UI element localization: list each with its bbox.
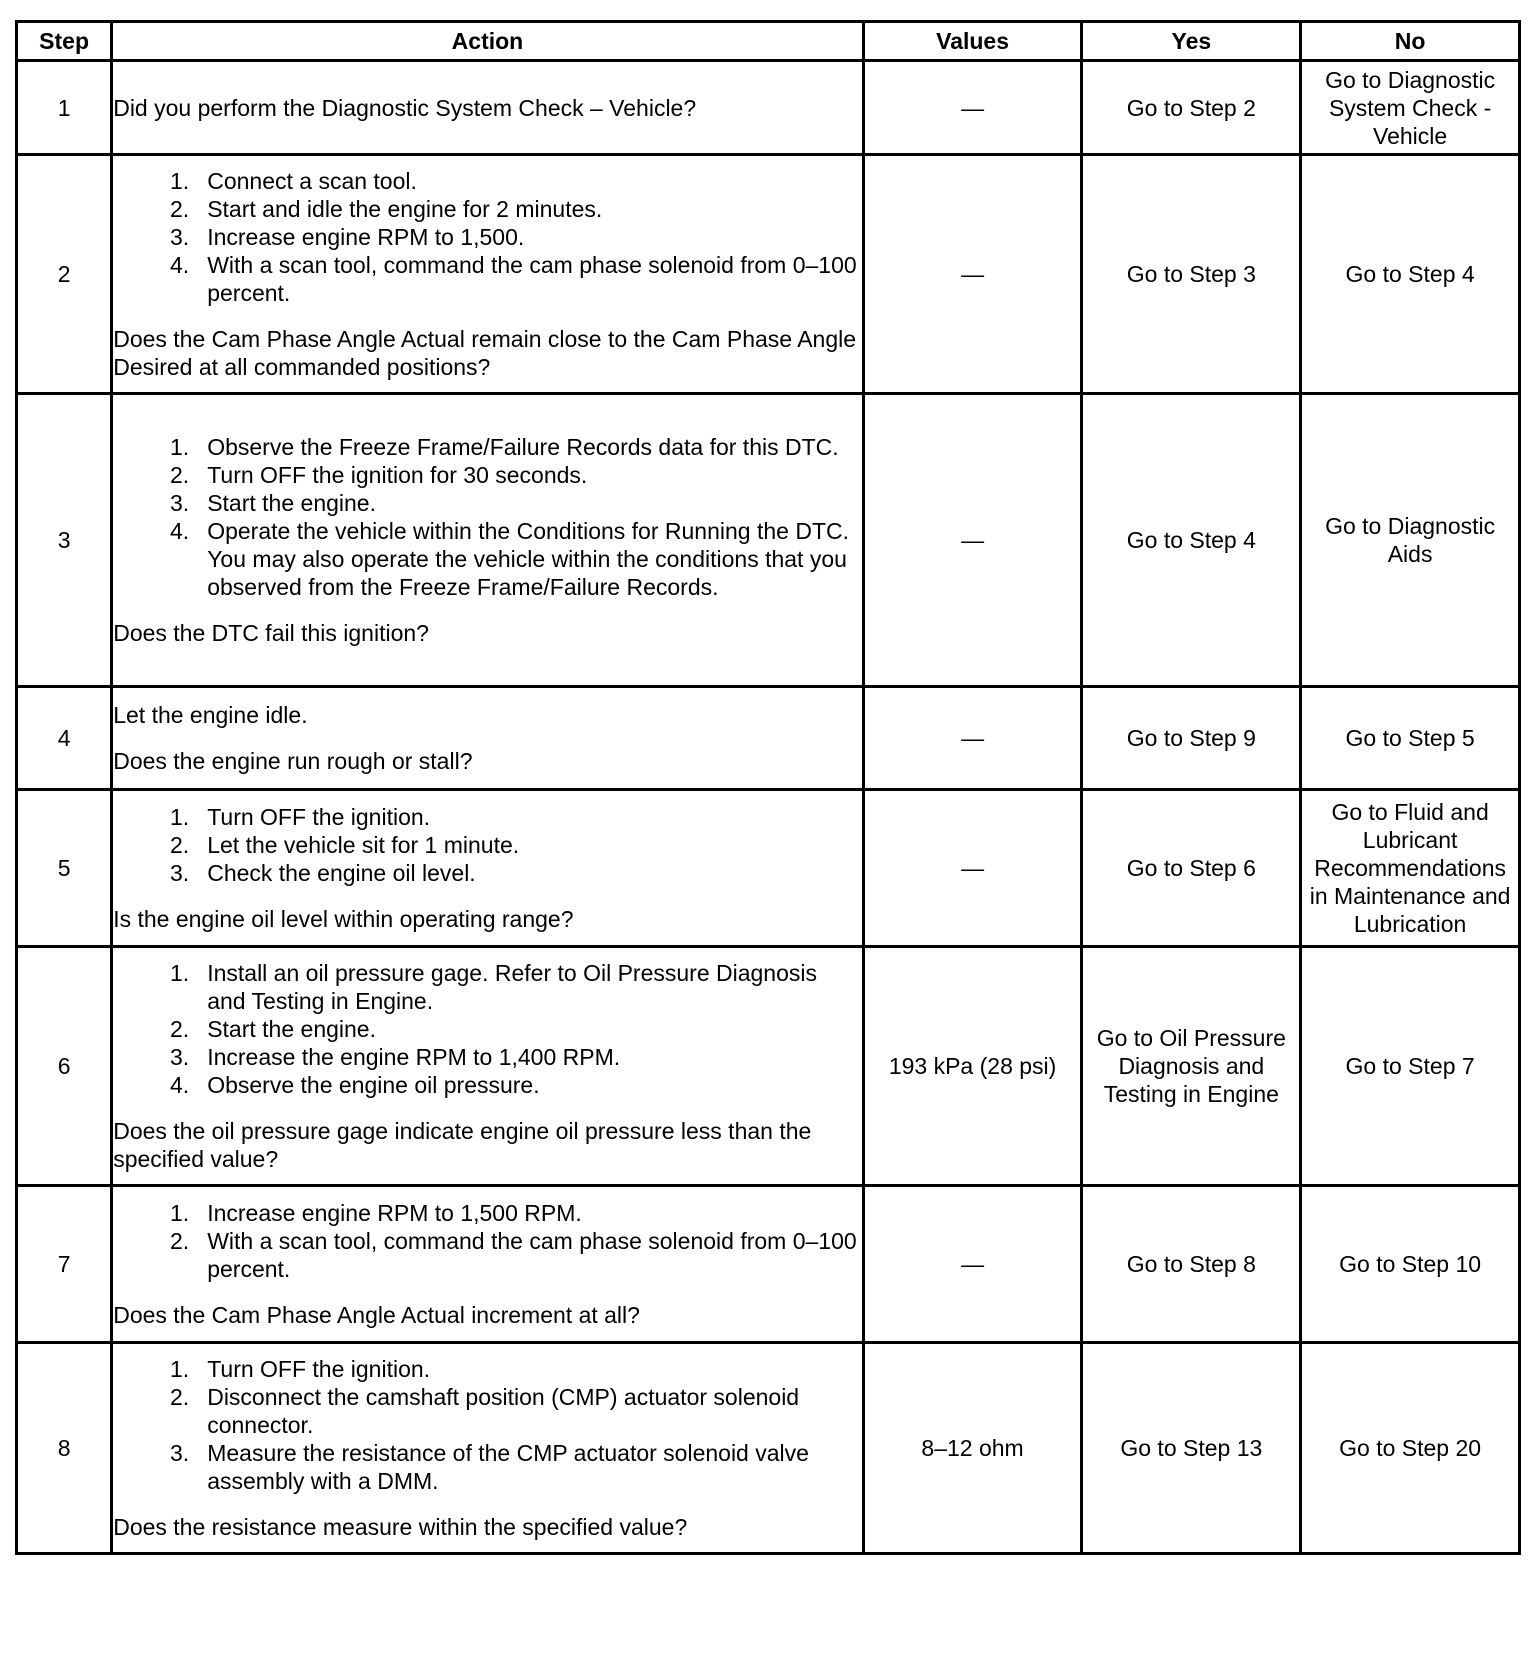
action-question: Does the Cam Phase Angle Actual increment at all? (113, 1302, 640, 1328)
list-item: 3. Increase engine RPM to 1,500. (170, 224, 525, 250)
value-cell: — (863, 790, 1082, 947)
no-link[interactable]: Go to Step 7 (1301, 947, 1520, 1186)
substep-list (113, 167, 862, 307)
table-row (17, 155, 1520, 394)
no-link[interactable]: Go to Step 20 (1301, 1343, 1520, 1554)
list-item: 1. Connect a scan tool. (170, 168, 417, 194)
action-cell (112, 687, 864, 790)
table-row (17, 790, 1520, 947)
list-item: 2. Start and idle the engine for 2 minutes. (170, 196, 603, 222)
list-item: 2. With a scan tool, command the cam phase solenoid from 0–100 percent. (170, 1228, 857, 1282)
no-link[interactable]: Go to Diagnostic System Check - Vehicle (1301, 61, 1520, 155)
header-values: Values (863, 22, 1082, 61)
action-cell (112, 394, 864, 687)
list-item: 1. Observe the Freeze Frame/Failure Records data for this DTC. (170, 434, 839, 460)
substep-list (113, 1355, 862, 1495)
action-intro: Let the engine idle. (113, 702, 308, 728)
header-no: No (1301, 22, 1520, 61)
table-row (17, 394, 1520, 687)
action-cell (112, 790, 864, 947)
list-item: 3. Check the engine oil level. (170, 860, 476, 886)
step-number: 6 (17, 947, 112, 1186)
action-cell (112, 155, 864, 394)
no-link[interactable]: Go to Step 4 (1301, 155, 1520, 394)
table-row (17, 1343, 1520, 1554)
list-item: 2. Let the vehicle sit for 1 minute. (170, 832, 520, 858)
yes-link[interactable]: Go to Step 6 (1082, 790, 1301, 947)
list-item: 4. Observe the engine oil pressure. (170, 1072, 540, 1098)
yes-link[interactable]: Go to Step 4 (1082, 394, 1301, 687)
diagnostic-table (15, 20, 1521, 1555)
substep-list (113, 433, 862, 601)
yes-link[interactable]: Go to Step 8 (1082, 1186, 1301, 1343)
yes-link[interactable]: Go to Step 3 (1082, 155, 1301, 394)
action-intro: Did you perform the Diagnostic System Check – Vehicle? (113, 94, 697, 121)
substep-list (113, 803, 862, 887)
value-cell: — (863, 687, 1082, 790)
action-question: Is the engine oil level within operating range? (113, 906, 574, 932)
no-link[interactable]: Go to Diagnostic Aids (1301, 394, 1520, 687)
header-yes: Yes (1082, 22, 1301, 61)
step-number: 2 (17, 155, 112, 394)
yes-link[interactable]: Go to Step 2 (1082, 61, 1301, 155)
yes-link[interactable]: Go to Step 13 (1082, 1343, 1301, 1554)
list-item: 1. Increase engine RPM to 1,500 RPM. (170, 1200, 582, 1226)
action-cell (112, 1186, 864, 1343)
value-cell: — (863, 155, 1082, 394)
action-cell (112, 61, 864, 155)
yes-link[interactable]: Go to Step 9 (1082, 687, 1301, 790)
header-row (17, 22, 1520, 61)
header-step: Step (17, 22, 112, 61)
step-number: 7 (17, 1186, 112, 1343)
list-item: 3. Start the engine. (170, 490, 376, 516)
table-row (17, 1186, 1520, 1343)
value-cell: 8–12 ohm (863, 1343, 1082, 1554)
table-row (17, 687, 1520, 790)
list-item: 1. Turn OFF the ignition. (170, 804, 431, 830)
table-row (17, 947, 1520, 1186)
action-cell (112, 947, 864, 1186)
substep-list (113, 959, 862, 1099)
step-number: 3 (17, 394, 112, 687)
list-item: 3. Measure the resistance of the CMP actuator solenoid valve assembly with a DMM. (170, 1440, 809, 1494)
substep-list (113, 1199, 862, 1283)
value-cell: — (863, 61, 1082, 155)
yes-link[interactable]: Go to Oil Pressure Diagnosis and Testing in Engine (1082, 947, 1301, 1186)
action-question: Does the resistance measure within the specified value? (113, 1514, 688, 1540)
list-item: 2. Disconnect the camshaft position (CMP) actuator solenoid connector. (170, 1384, 800, 1438)
action-question: Does the engine run rough or stall? (113, 748, 473, 774)
table-row (17, 61, 1520, 155)
step-number: 8 (17, 1343, 112, 1554)
action-question: Does the DTC fail this ignition? (113, 620, 429, 646)
step-number: 1 (17, 61, 112, 155)
no-link[interactable]: Go to Step 5 (1301, 687, 1520, 790)
header-action: Action (112, 22, 864, 61)
value-cell: — (863, 394, 1082, 687)
list-item: 3. Increase the engine RPM to 1,400 RPM. (170, 1044, 621, 1070)
step-number: 4 (17, 687, 112, 790)
no-link[interactable]: Go to Fluid and Lubricant Recommendations in Maintenance and Lubrication (1301, 790, 1520, 947)
list-item: 4. With a scan tool, command the cam phase solenoid from 0–100 percent. (170, 252, 857, 306)
value-cell: 193 kPa (28 psi) (863, 947, 1082, 1186)
list-item: 1. Install an oil pressure gage. Refer to Oil Pressure Diagnosis and Testing in Engine. (170, 960, 817, 1014)
list-item: 2. Turn OFF the ignition for 30 seconds. (170, 462, 588, 488)
action-cell (112, 1343, 864, 1554)
list-item: 4. Operate the vehicle within the Conditions for Running the DTC. You may also operate the vehicle within the conditions that you observed from the Freeze Frame/Failure Records. (170, 518, 849, 600)
no-link[interactable]: Go to Step 10 (1301, 1186, 1520, 1343)
step-number: 5 (17, 790, 112, 947)
action-question: Does the Cam Phase Angle Actual remain close to the Cam Phase Angle Desired at all commanded positions? (113, 326, 857, 380)
list-item: 2. Start the engine. (170, 1016, 376, 1042)
list-item: 1. Turn OFF the ignition. (170, 1356, 431, 1382)
action-question: Does the oil pressure gage indicate engine oil pressure less than the specified value? (113, 1118, 812, 1172)
value-cell: — (863, 1186, 1082, 1343)
